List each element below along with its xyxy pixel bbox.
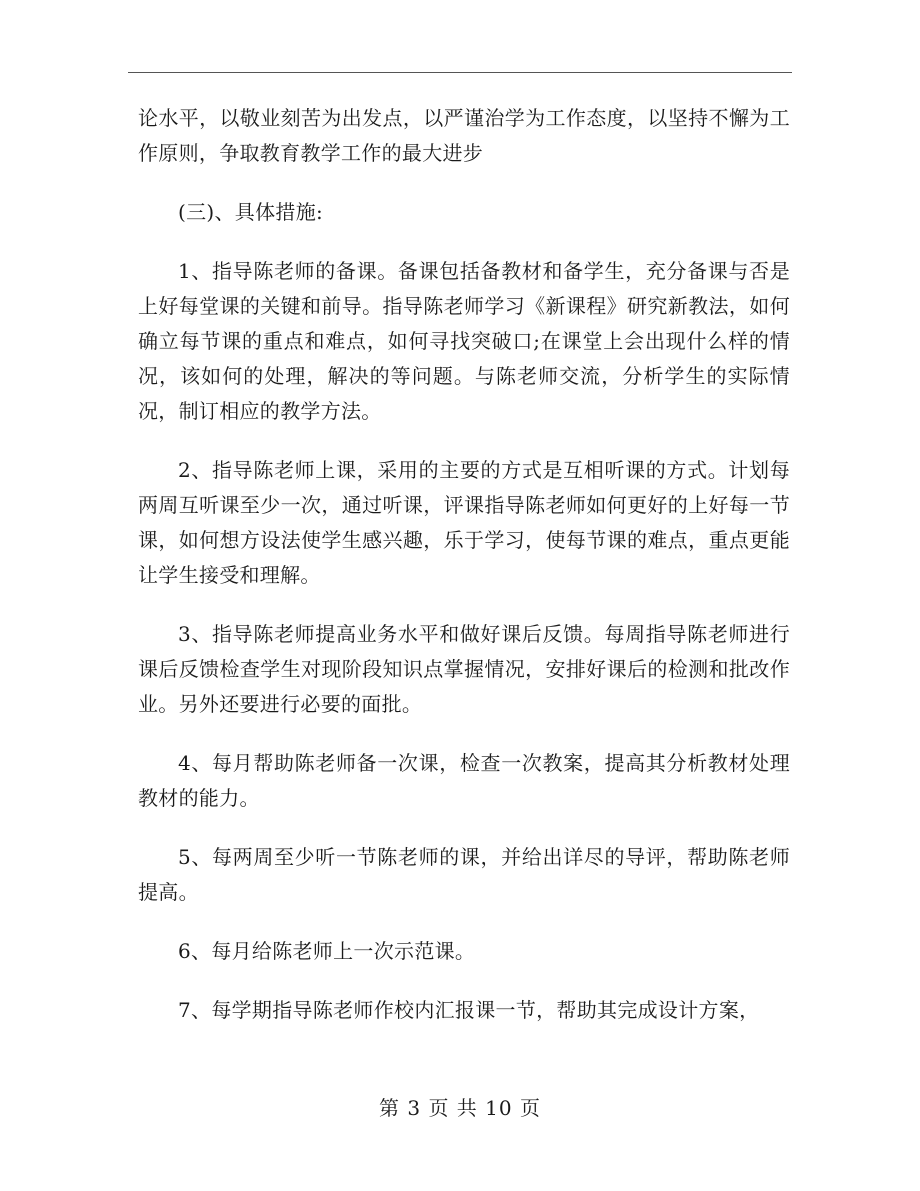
paragraph-item-3: 3、指导陈老师提高业务水平和做好课后反馈。每周指导陈老师进行课后反馈检查学生对现阶段知识点掌握情况，安排好课后的检测和批改作业。另外还要进行必要的面批。	[138, 622, 790, 716]
paragraph-item-1: 1、指导陈老师的备课。备课包括备教材和备学生，充分备课与否是上好每堂课的关键和前导。指导陈老师学习《新课程》研究新教法，如何确立每节课的重点和难点，如何寻找突破口;在课堂上会出现什么样的情况，该如何的处理，解决的等问题。与陈老师交流，分析学生的实际情况，制订相应的教学方法。	[138, 259, 790, 423]
paragraph-item-6: 6、每月给陈老师上一次示范课。	[178, 939, 476, 963]
paragraph-item-2: 2、指导陈老师上课，采用的主要的方式是互相听课的方式。计划每两周互听课至少一次，通过听课，评课指导陈老师如何更好的上好每一节课，如何想方设法使学生感兴趣，乐于学习，使每节课的难点，重点更能让学生接受和理解。	[138, 458, 790, 587]
body-text	[138, 101, 790, 1052]
paragraph-item-4: 4、每月帮助陈老师备一次课，检查一次教案，提高其分析教材处理教材的能力。	[138, 751, 790, 810]
paragraph-continuation: 论水平，以敬业刻苦为出发点，以严谨治学为工作态度，以坚持不懈为工作原则，争取教育教学工作的最大进步	[138, 106, 790, 165]
header-rule	[128, 72, 792, 73]
paragraph-item-7: 7、每学期指导陈老师作校内汇报课一节，帮助其完成设计方案，	[178, 998, 760, 1022]
paragraph-item-5: 5、每两周至少听一节陈老师的课，并给出详尽的导评，帮助陈老师提高。	[138, 845, 790, 904]
section-heading-measures: (三)、具体措施:	[178, 200, 324, 224]
page-number-footer: 第 3 页 共 10 页	[379, 1096, 541, 1120]
